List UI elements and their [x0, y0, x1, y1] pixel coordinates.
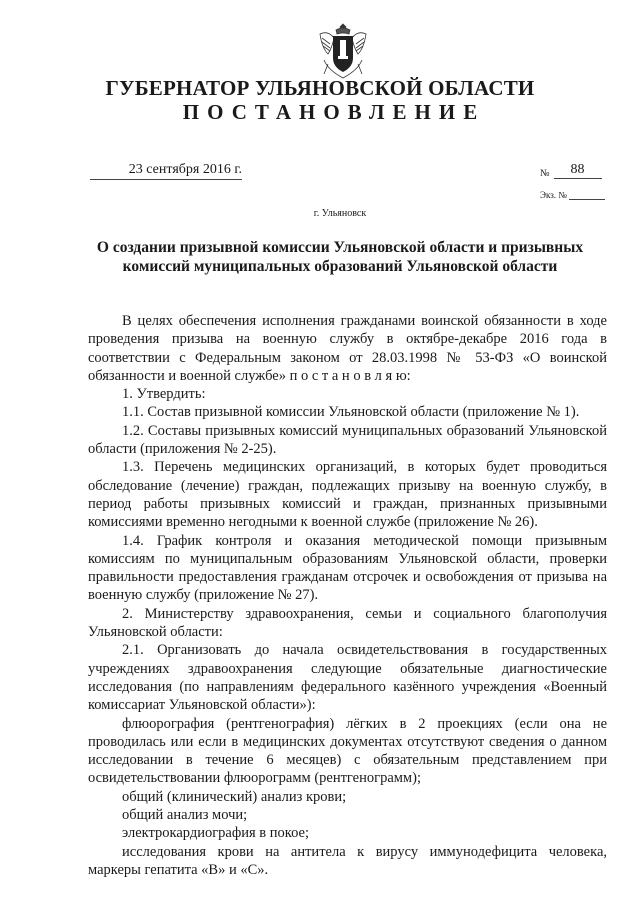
- city-name: г. Ульяновск: [313, 208, 367, 219]
- document-number: 88: [554, 162, 602, 179]
- coat-of-arms-emblem: [316, 20, 370, 82]
- paragraph-item-2-1: 2.1. Организовать до начала освидетельствования в государственных учреждениях здравоохранения следующие обязательные диагностические исследования (по направлениям федерального казённого учреждения «Военный комиссариат Ульяновской области»):: [88, 642, 607, 714]
- number-sign: №: [540, 168, 550, 179]
- paragraph-item-1-2: 1.2. Составы призывных комиссий муниципальных образований Ульяновской области (приложения № 2-25).: [88, 422, 607, 458]
- paragraph-item-1-4: 1.4. График контроля и оказания методической помощи призывным комиссиям по муниципальным образованиям Ульяновской области, проверки правильности предоставления гражданам отсрочек и освобождения от призыва на военную службу (приложение № 27).: [88, 532, 607, 604]
- paragraph-item-1-3: 1.3. Перечень медицинских организаций, в которых будет проводиться обследование (лечение) граждан, подлежащих призыву на военную службу, в период работы призывных комиссий и граждан, признанных призывными комиссиями временно негодными к военной службе (приложение № 26).: [88, 459, 607, 531]
- paragraph-hiv-hepatitis: исследования крови на антитела к вирусу иммунодефицита человека, маркеры гепатита «B» и «C».: [88, 843, 607, 878]
- document-number-block: [540, 162, 602, 179]
- copy-number-blank: [569, 190, 605, 200]
- document-subject: О создании призывной комиссии Ульяновской области и призывных комиссий муниципальных образований Ульяновской области: [96, 239, 584, 275]
- paragraph-blood-test: общий (клинический) анализ крови;: [122, 788, 347, 805]
- paragraph-fluorography: флюорография (рентгенография) лёгких в 2 проекциях (если она не проводилась или если в медицинских документах отсутствуют сведения о данном исследовании в течение 6 месяцев) с обязательным представлением при освидетельствовании флюорограмм (рентгенограмм);: [88, 715, 607, 787]
- copy-number-label: Экз. №: [540, 190, 567, 200]
- paragraph-item-1: 1. Утвердить:: [122, 386, 206, 403]
- governor-title: ГУБЕРНАТОР УЛЬЯНОВСКОЙ ОБЛАСТИ: [105, 76, 535, 100]
- paragraph-item-1-1: 1.1. Состав призывной комиссии Ульяновской области (приложение № 1).: [122, 404, 580, 421]
- document-body: [88, 312, 607, 879]
- paragraph-item-2: 2. Министерству здравоохранения, семьи и социального благополучия Ульяновской области:: [88, 605, 607, 641]
- paragraph-preamble: В целях обеспечения исполнения гражданами воинской обязанности в ходе проведения призыва на военную службу в октябре-декабре 2016 года в соответствии с Федеральным законом от 28.03.1998 № 53-ФЗ «О воинской обязанности и военной службе» п о с т а н о в л я ю:: [88, 313, 607, 384]
- paragraph-ecg: электрокардиография в покое;: [122, 825, 309, 842]
- copy-number-block: [540, 190, 605, 200]
- document-type-heading: ПОСТАНОВЛЕНИЕ: [182, 100, 486, 124]
- document-date: 23 сентября 2016 г.: [90, 162, 242, 180]
- paragraph-urine-test: общий анализ мочи;: [122, 807, 248, 824]
